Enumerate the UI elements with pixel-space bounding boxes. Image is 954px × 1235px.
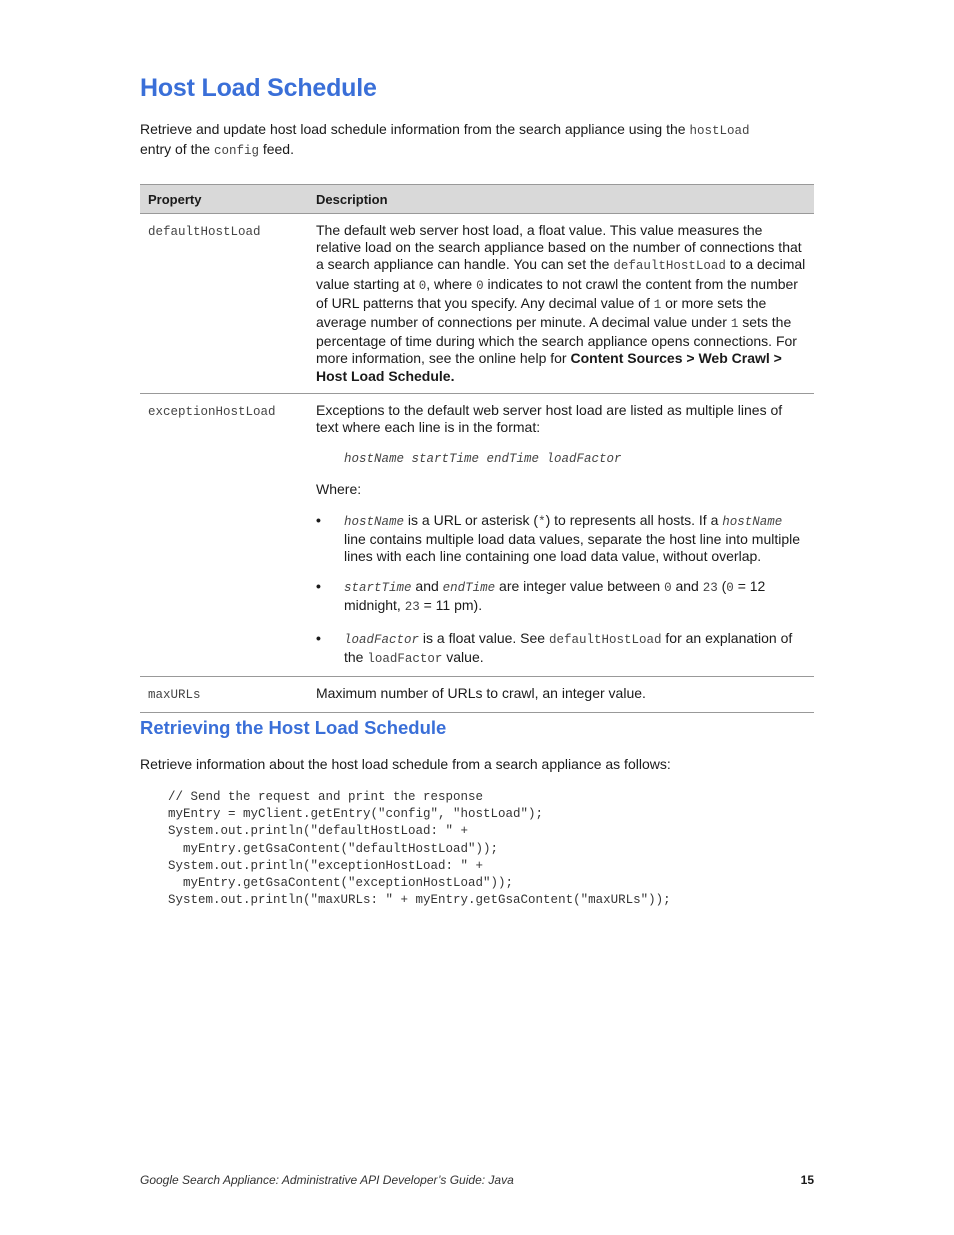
item-code: hostName bbox=[344, 514, 405, 529]
item-code: 0 bbox=[726, 581, 734, 596]
desc-code: 1 bbox=[730, 317, 739, 332]
item-code: 23 bbox=[702, 581, 718, 596]
item-code: 0 bbox=[664, 581, 672, 596]
footer-title: Google Search Appliance: Administrative API Developer’s Guide: Java bbox=[140, 1173, 514, 1187]
intro-text: Retrieve and update host load schedule information from the search appliance using the bbox=[140, 121, 690, 137]
property-name: exceptionHostLoad bbox=[148, 404, 276, 419]
section-heading: Retrieving the Host Load Schedule bbox=[140, 717, 447, 738]
desc-code: 0 bbox=[476, 278, 484, 293]
desc-text: to a decimal value starting at bbox=[316, 256, 806, 292]
section-text: Retrieve information about the host load schedule from a search appliance as follows: bbox=[140, 756, 671, 772]
intro-code-config: config bbox=[213, 143, 259, 158]
property-name: defaultHostLoad bbox=[148, 225, 261, 239]
code-block: // Send the request and print the response myEntry = myClient.getEntry("config", "hostLoad"); System.out.println("defaultHostLoad: " + myEntry.getGsaContent("defaultHostLoad")); System.out.println("exceptionHostLoad: " + myEntry.getGsaContent("exceptionHostLoad")); System.out.println("maxURLs: " + myEntry.getGsaContent("maxURLs")); bbox=[168, 790, 671, 908]
item-text: ) to represents all hosts. If a bbox=[545, 511, 723, 528]
item-code: loadFactor bbox=[367, 651, 443, 666]
item-text: is a URL or asterisk ( bbox=[404, 511, 539, 528]
header-property: Property bbox=[140, 185, 308, 214]
desc-code: defaultHostLoad bbox=[613, 259, 726, 274]
where-label: Where: bbox=[316, 481, 362, 498]
desc-text: indicates to not crawl the content from the number of URL patterns that you specify. Any decimal value of bbox=[316, 275, 798, 311]
property-cell bbox=[140, 214, 308, 394]
intro-paragraph bbox=[140, 121, 814, 160]
description-cell bbox=[308, 214, 814, 394]
list-item bbox=[316, 630, 806, 668]
item-code: * bbox=[538, 514, 546, 529]
item-text: is a float value. See bbox=[419, 629, 549, 646]
table-row bbox=[140, 393, 814, 676]
description-cell: Maximum number of URLs to crawl, an integer value. bbox=[308, 677, 814, 713]
item-text: and bbox=[671, 578, 703, 595]
description-cell bbox=[308, 393, 814, 676]
intro-text: entry of the bbox=[140, 140, 214, 157]
format-code: hostName startTime endTime loadFactor bbox=[344, 452, 622, 467]
item-code: endTime bbox=[442, 581, 496, 596]
property-table bbox=[140, 184, 814, 713]
header-description: Description bbox=[308, 185, 814, 214]
item-code: 23 bbox=[404, 600, 420, 615]
item-text: for an explanation of the bbox=[344, 629, 793, 665]
footer bbox=[140, 1173, 814, 1187]
desc-code: 0 bbox=[418, 278, 427, 293]
item-code: hostName bbox=[722, 514, 783, 529]
intro-code-hostload: hostLoad bbox=[689, 124, 750, 138]
item-text: = 12 midnight, bbox=[344, 578, 766, 614]
property-cell bbox=[140, 393, 308, 676]
item-text: = 11 pm). bbox=[419, 597, 483, 614]
desc-text: or more sets the average number of connections per minute. A decimal value under bbox=[316, 294, 767, 331]
item-code: loadFactor bbox=[344, 632, 420, 647]
page-title: Host Load Schedule bbox=[140, 74, 377, 102]
page-number: 15 bbox=[800, 1173, 814, 1187]
property-name: maxURLs bbox=[148, 688, 201, 703]
item-text: ( bbox=[717, 578, 727, 595]
list-item bbox=[316, 512, 806, 566]
item-text: are integer value between bbox=[495, 578, 665, 595]
item-code: startTime bbox=[344, 581, 412, 596]
item-text: value. bbox=[442, 648, 484, 665]
table-row bbox=[140, 214, 814, 394]
desc-text: sets the percentage of time during which the search appliance opens connections. For more information, see the online help for bbox=[316, 314, 797, 367]
desc-code: 1 bbox=[653, 297, 662, 312]
item-code: defaultHostLoad bbox=[548, 632, 662, 647]
intro-text: feed. bbox=[258, 140, 294, 157]
desc-text: , where bbox=[426, 275, 477, 292]
table-header-row bbox=[140, 185, 814, 214]
desc-text: The default web server host load, a float value. This value measures the relative load on the search appliance based on the number of connections that a search appliance can handle. You can set the bbox=[316, 222, 802, 273]
format-line bbox=[316, 449, 806, 468]
list-item bbox=[316, 578, 806, 616]
item-text: and bbox=[411, 578, 443, 595]
table-row bbox=[140, 677, 814, 713]
property-cell bbox=[140, 677, 308, 713]
item-text: line contains multiple load data values, separate the host line into multiple lines with each line containing one load data value, without overlap. bbox=[344, 530, 801, 565]
desc-text: Exceptions to the default web server host load are listed as multiple lines of text where each line is in the format: bbox=[316, 401, 783, 436]
desc-menu-path: Content Sources > Web Crawl > Host Load Schedule. bbox=[316, 350, 782, 384]
